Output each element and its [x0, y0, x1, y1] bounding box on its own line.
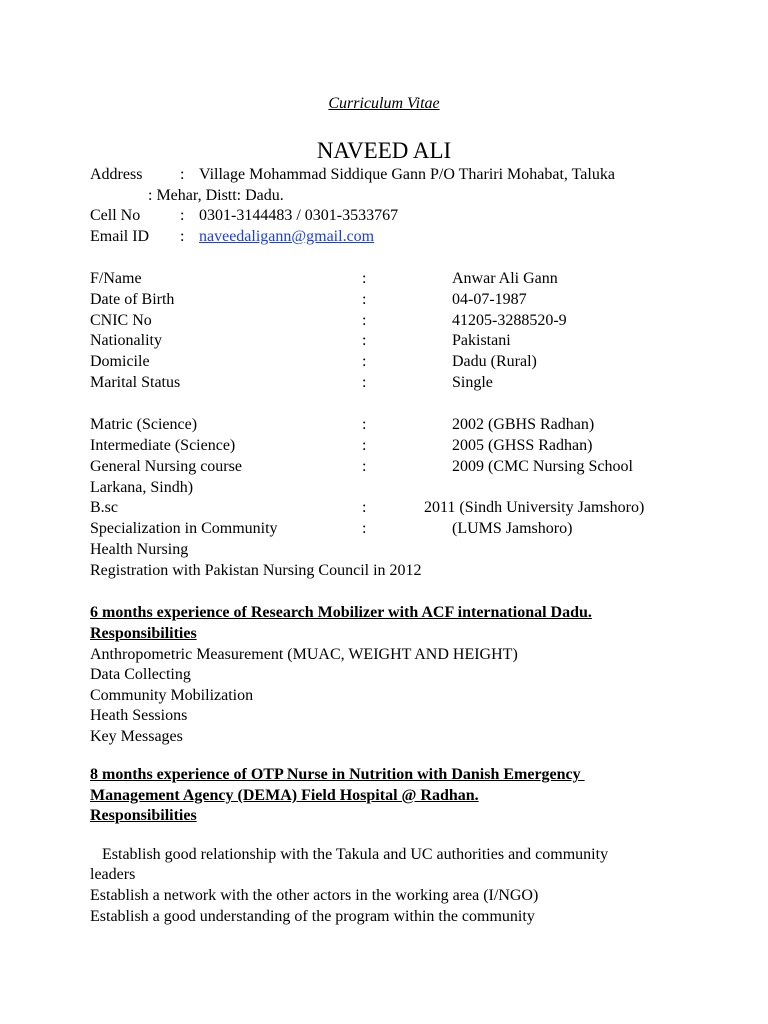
address-line-2: : Mehar, Distt: Dadu. [148, 187, 284, 204]
dob-colon: : [362, 291, 367, 308]
nationality-colon: : [362, 332, 367, 349]
domicile-label: Domicile [90, 353, 150, 370]
domicile-colon: : [362, 353, 367, 370]
gnc-colon: : [362, 458, 367, 475]
inter-value: 2005 (GHSS Radhan) [452, 437, 593, 454]
candidate-name: NAVEED ALI [316, 138, 452, 163]
gnc-continuation: Larkana, Sindh) [90, 479, 194, 496]
marital-value: Single [452, 374, 493, 391]
inter-colon: : [362, 437, 367, 454]
dob-value: 04-07-1987 [452, 291, 527, 308]
experience-1-item: Key Messages [90, 728, 183, 745]
cell-value: 0301-3144483 / 0301-3533767 [199, 207, 399, 224]
specialization-value: (LUMS Jamshoro) [452, 520, 573, 537]
dob-label: Date of Birth [90, 291, 175, 308]
specialization-colon: : [362, 520, 367, 537]
experience-1-item: Data Collecting [90, 666, 191, 683]
address-line-1: Village Mohammad Siddique Gann P/O Thariri Mohabat, Taluka [199, 166, 615, 183]
experience-2-item: leaders [90, 866, 136, 883]
matric-label: Matric (Science) [90, 416, 198, 433]
fname-label: F/Name [90, 270, 142, 287]
experience-2-responsibilities-heading: Responsibilities [90, 807, 197, 824]
specialization-continuation: Health Nursing [90, 541, 189, 558]
fname-colon: : [362, 270, 367, 287]
experience-2-item: Establish a good understanding of the program within the community [90, 908, 535, 925]
experience-1-responsibilities-heading: Responsibilities [90, 625, 197, 642]
experience-1-item: Anthropometric Measurement (MUAC, WEIGHT AND HEIGHT) [90, 646, 518, 663]
matric-value: 2002 (GBHS Radhan) [452, 416, 595, 433]
email-link[interactable]: naveedaligann@gmail.com [199, 228, 375, 245]
marital-colon: : [362, 374, 367, 391]
experience-2-title-line-2: Management Agency (DEMA) Field Hospital @ Radhan. [90, 787, 479, 804]
bsc-colon: : [362, 499, 367, 516]
gnc-label: General Nursing course [90, 458, 242, 475]
address-label: Address [90, 166, 143, 183]
bsc-label: B.sc [90, 499, 118, 516]
bsc-value: 2011 (Sindh University Jamshoro) [424, 499, 645, 516]
gnc-value: 2009 (CMC Nursing School [452, 458, 633, 475]
inter-label: Intermediate (Science) [90, 437, 236, 454]
document-title: Curriculum Vitae [328, 95, 440, 112]
matric-colon: : [362, 416, 367, 433]
experience-2-item: Establish good relationship with the Takula and UC authorities and community [90, 846, 609, 863]
email-label: Email ID [90, 228, 150, 245]
cell-colon: : [180, 207, 185, 224]
experience-1-title: 6 months experience of Research Mobilizer with ACF international Dadu. [90, 604, 592, 621]
domicile-value: Dadu (Rural) [452, 353, 537, 370]
cnic-colon: : [362, 312, 367, 329]
specialization-label: Specialization in Community [90, 520, 278, 537]
registration-text: Registration with Pakistan Nursing Council in 2012 [90, 562, 422, 579]
fname-value: Anwar Ali Gann [452, 270, 558, 287]
cnic-label: CNIC No [90, 312, 152, 329]
marital-label: Marital Status [90, 374, 181, 391]
email-colon: : [180, 228, 185, 245]
cell-label: Cell No [90, 207, 141, 224]
experience-1-item: Community Mobilization [90, 687, 254, 704]
experience-2-item: Establish a network with the other actors in the working area (I/NGO) [90, 887, 539, 904]
nationality-value: Pakistani [452, 332, 511, 349]
experience-2-title-line-1: 8 months experience of OTP Nurse in Nutrition with Danish Emergency [90, 766, 585, 783]
experience-1-item: Heath Sessions [90, 707, 188, 724]
nationality-label: Nationality [90, 332, 162, 349]
cnic-value: 41205-3288520-9 [452, 312, 567, 329]
address-colon: : [180, 166, 185, 183]
